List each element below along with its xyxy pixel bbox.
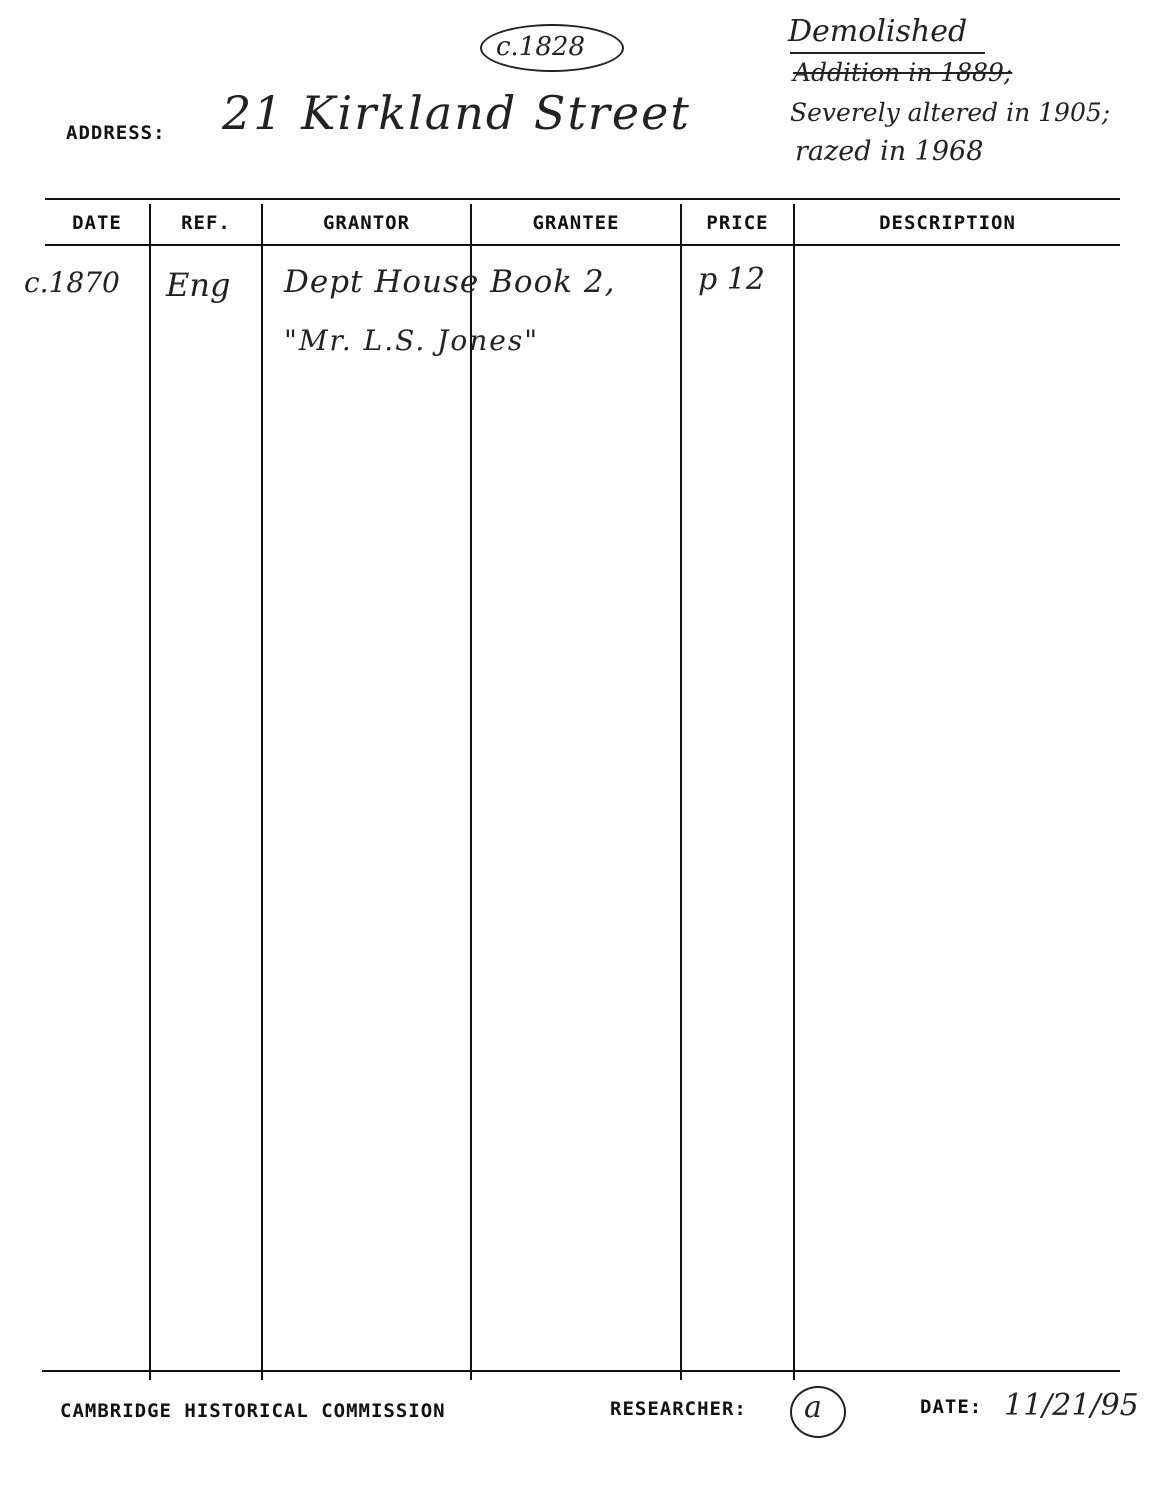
footer-date-value: 11/21/95 xyxy=(1004,1388,1139,1423)
column-divider-3 xyxy=(470,204,472,1380)
table-top-rule xyxy=(45,198,1120,200)
header-bottom-rule xyxy=(45,244,1120,246)
row-grantor-line2: "Mr. L.S. Jones" xyxy=(284,324,540,357)
researcher-label: RESEARCHER: xyxy=(610,1398,747,1420)
address-label: ADDRESS: xyxy=(66,122,166,144)
footer-date-label: DATE: xyxy=(920,1396,983,1418)
researcher-value: a xyxy=(804,1390,822,1425)
row-date: c.1870 xyxy=(24,266,120,299)
column-divider-5 xyxy=(793,204,795,1380)
row-grantor-line1: Dept House Book 2, xyxy=(284,264,616,300)
footer-organization: CAMBRIDGE HISTORICAL COMMISSION xyxy=(60,1400,446,1422)
column-header-description: DESCRIPTION xyxy=(879,212,1016,234)
row-ref: Eng xyxy=(166,266,231,304)
circa-tag: c.1828 xyxy=(496,32,585,62)
column-divider-4 xyxy=(680,204,682,1380)
status-underline xyxy=(790,52,985,54)
status-demolished: Demolished xyxy=(788,14,968,49)
note-line-3: razed in 1968 xyxy=(795,136,984,167)
column-header-grantor: GRANTOR xyxy=(322,212,411,234)
address-value: 21 Kirkland Street xyxy=(222,86,691,140)
row-price: p 12 xyxy=(698,262,765,297)
note-line-2: Severely altered in 1905; xyxy=(790,98,1111,127)
note-line-1: Addition in 1889; xyxy=(793,58,1013,87)
column-header-price: PRICE xyxy=(706,212,769,234)
column-header-ref: REF. xyxy=(181,212,231,234)
column-header-date: DATE xyxy=(72,212,122,234)
table-bottom-rule xyxy=(42,1370,1120,1372)
column-divider-2 xyxy=(261,204,263,1380)
column-header-grantee: GRANTEE xyxy=(532,212,620,234)
column-divider-1 xyxy=(149,204,151,1380)
